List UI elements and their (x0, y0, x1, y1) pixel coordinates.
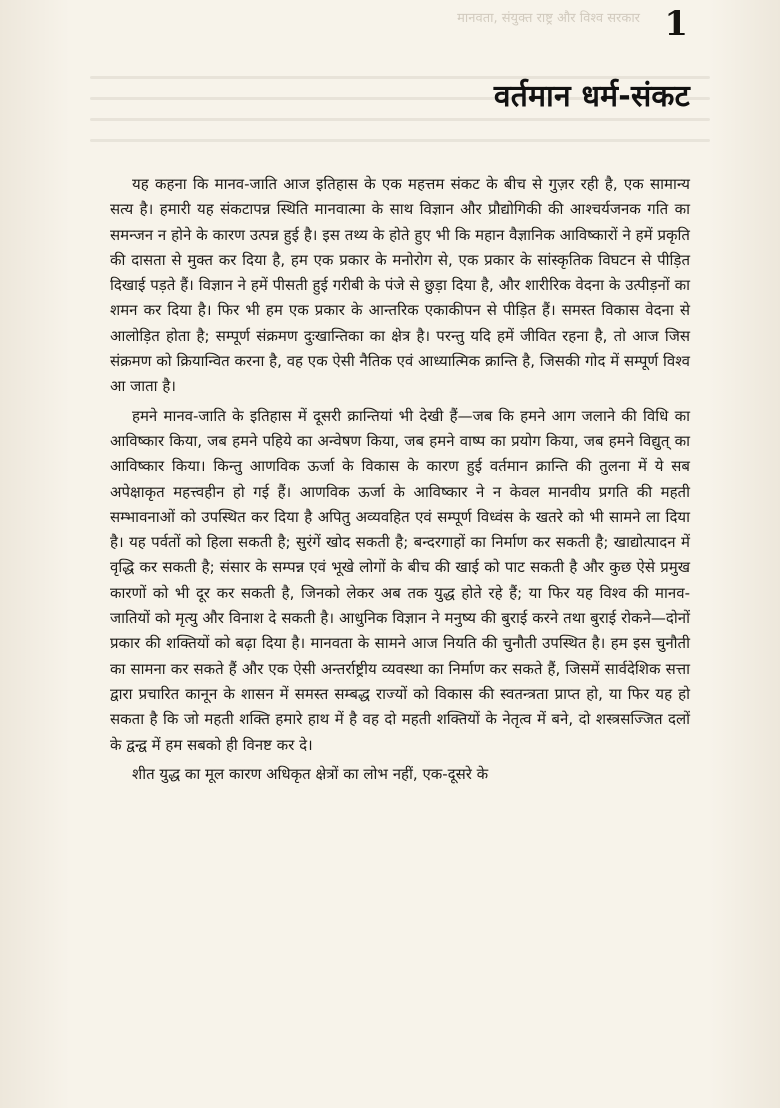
chapter-number: 1 (664, 4, 688, 44)
running-header: मानवता, संयुक्त राष्ट्र और विश्व सरकार (457, 11, 640, 26)
chapter-title: वर्तमान धर्म-संकट (493, 79, 690, 114)
body-text (110, 172, 690, 791)
page-shadow-left (0, 0, 70, 1108)
paragraph-2: हमने मानव-जाति के इतिहास में दूसरी क्रान्तियां भी देखी हैं—जब कि हमने आग जलाने की विधि का आविष्कार किया, जब हमने पहिये का अन्वेषण किया, जब हमने वाष्प का प्रयोग किया, जब हमने विद्युत् का आविष्कार किया। किन्तु आणविक ऊर्जा के विकास के कारण हुई वर्तमान क्रान्ति की तुलना में ये सब अपेक्षाकृत महत्त्वहीन हो गई हैं। आणविक ऊर्जा के आविष्कार ने न केवल मानवीय प्रगति की महती सम्भावनाओं को उपस्थित कर दिया है अपितु अव्यवहित एवं सम्पूर्ण विध्वंस के खतरे को भी सामने ला दिया है। यह पर्वतों को हिला सकती है; सुरंगें खोद सकती है; बन्दरगाहों का निर्माण कर सकती है; खाद्योत्पादन में वृद्धि कर सकती है; संसार के सम्पन्न एवं भूखे लोगों के बीच की खाई को पाट सकती है और कुछ ऐसे प्रमुख कारणों को भी दूर कर सकती है, जिनको लेकर अब तक युद्ध होते रहे हैं; या फिर यह विश्व की मानव-जातियों को मृत्यु और विनाश दे सकती है। आधुनिक विज्ञान ने मनुष्य की बुराई करने तथा बुराई रोकने—दोनों प्रकार की शक्तियों को बढ़ा दिया है। मानवता के सामने आज नियति की चुनौती उपस्थित है। हम इस चुनौती का सामना कर सकते हैं और एक ऐसी अन्तर्राष्ट्रीय व्यवस्था का निर्माण कर सकते हैं, जिसमें सार्वदेशिक सत्ता द्वारा प्रचारित कानून के शासन में समस्त सम्बद्ध राज्यों को विकास की स्वतन्त्रता प्राप्त हो, या फिर यह हो सकता है कि जो महती शक्ति हमारे हाथ में है वह दो महती शक्तियों के नेतृत्व में बने, दो शस्त्रसज्जित दलों के द्वन्द्व में हम सबको ही विनष्ट कर दे। (110, 406, 690, 754)
paragraph-3: शीत युद्ध का मूल कारण अधिकृत क्षेत्रों का लोभ नहीं, एक-दूसरे के (132, 764, 489, 783)
paragraph-1: यह कहना कि मानव-जाति आज इतिहास के एक महत्तम संकट के बीच से गुज़र रही है, एक सामान्य सत्य है। हमारी यह संकटापन्न स्थिति मानवात्मा के साथ विज्ञान और प्रौद्योगिकी की आश्चर्यजनक गति का समन्जन न होने के कारण उत्पन्न हुई है। इस तथ्य के होते हुए भी कि महान वैज्ञानिक आविष्कारों ने हमें प्रकृति की दासता से मुक्त कर दिया है, हम एक प्रकार के मनोरोग से, एक प्रकार के सांस्कृतिक विघटन से पीड़ित दिखाई पड़ते हैं। विज्ञान ने हमें पीसती हुई गरीबी के पंजे से छुड़ा दिया है, और शारीरिक वेदना के उत्पीड़नों का शमन कर दिया है। फिर भी हम एक प्रकार के आन्तरिक एकाकीपन से पीड़ित हैं। समस्त विकास वेदना से आलोड़ित होता है; सम्पूर्ण संक्रमण दुःखान्तिका का क्षेत्र है। परन्तु यदि हमें जीवित रहना है, तो आज जिस संक्रमण को क्रियान्वित करना है, वह एक ऐसी नैतिक एवं आध्यात्मिक क्रान्ति है, जिसकी गोद में सम्पूर्ण विश्व आ जाता है। (110, 175, 690, 396)
page-shadow-right (710, 0, 780, 1108)
